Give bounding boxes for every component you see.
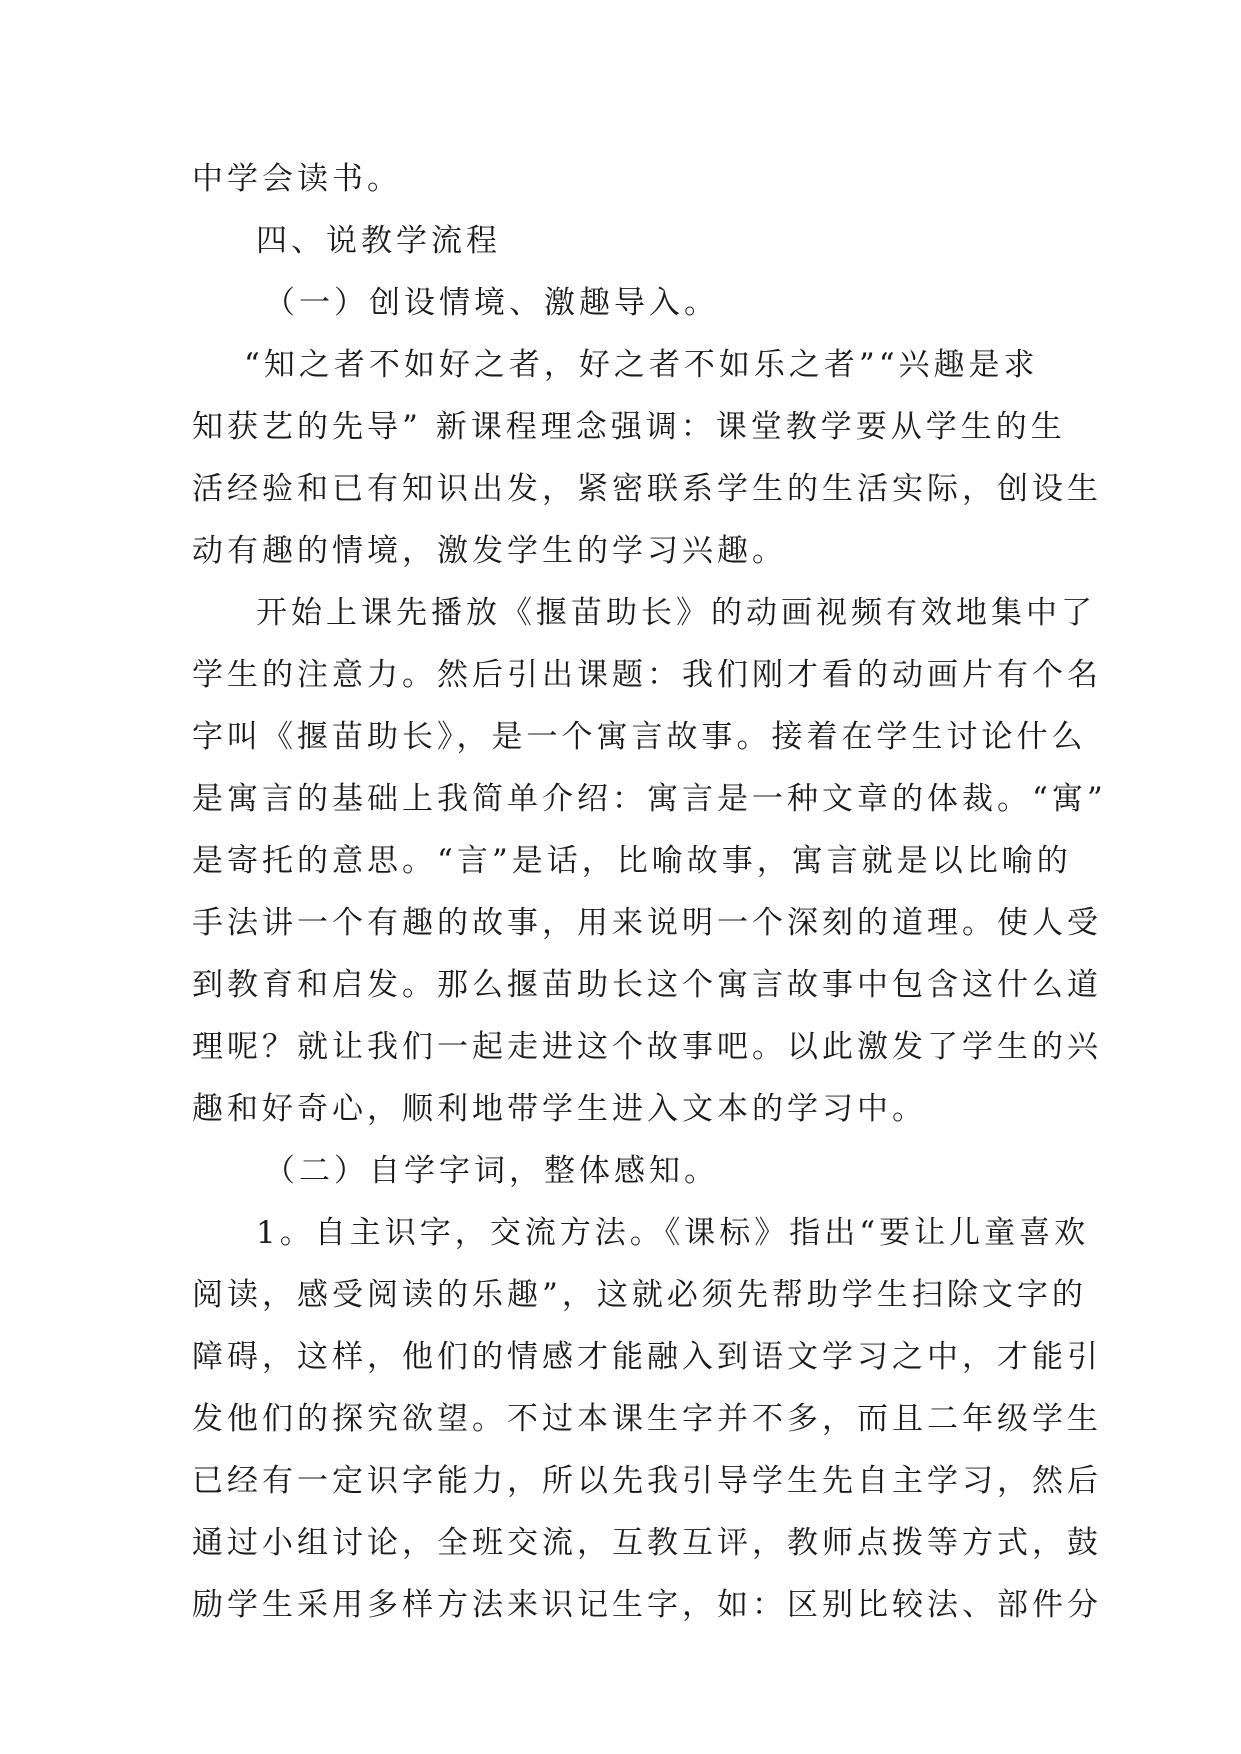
text-line: 字叫《揠苗助长》，是一个寓言故事。接着在学生讨论什么 [192, 719, 1087, 755]
text-line: 开始上课先播放《揠苗助长》的动画视频有效地集中了 [256, 595, 1096, 631]
text-line: 阅读，感受阅读的乐趣”，这就必须先帮助学生扫除文字的 [192, 1277, 1087, 1313]
text-line: 趣和好奇心，顺利地带学生进入文本的学习中。 [192, 1091, 927, 1127]
text-line: 已经有一定识字能力，所以先我引导学生先自主学习，然后 [192, 1463, 1102, 1499]
text-line: 理呢？就让我们一起走进这个故事吧。以此激发了学生的兴 [192, 1029, 1102, 1065]
text-line: 知获艺的先导” 新课程理念强调：课堂教学要从学生的生 [192, 409, 1066, 445]
document-body [192, 148, 1107, 1636]
text-line: “知之者不如好之者，好之者不如乐之者”“兴趣是求 [244, 347, 1039, 383]
text-line: 1。自主识字，交流方法。《课标》指出“要让儿童喜欢 [256, 1215, 1090, 1251]
text-line: 是寄托的意思。“言”是话，比喻故事，寓言就是以比喻的 [192, 843, 1072, 879]
text-line: 通过小组讨论，全班交流，互教互评，教师点拨等方式，鼓 [192, 1525, 1102, 1561]
subsection-heading: （二）自学字词，整体感知。 [264, 1153, 719, 1189]
text-line: 励学生采用多样方法来识记生字，如：区别比较法、部件分 [192, 1587, 1102, 1623]
text-line: 动有趣的情境，激发学生的学习兴趣。 [192, 533, 787, 569]
text-line: 中学会读书。 [192, 161, 402, 197]
text-line: 发他们的探究欲望。不过本课生字并不多，而且二年级学生 [192, 1401, 1102, 1437]
text-line: 学生的注意力。然后引出课题：我们刚才看的动画片有个名 [192, 657, 1102, 693]
text-line: 障碍，这样，他们的情感才能融入到语文学习之中，才能引 [192, 1339, 1102, 1375]
text-line: 是寓言的基础上我简单介绍：寓言是一种文章的体裁。“寓” [192, 781, 1107, 817]
text-line: 手法讲一个有趣的故事，用来说明一个深刻的道理。使人受 [192, 905, 1102, 941]
subsection-heading: （一）创设情境、激趣导入。 [264, 285, 719, 321]
section-heading: 四、说教学流程 [256, 223, 501, 259]
text-line: 活经验和已有知识出发，紧密联系学生的生活实际，创设生 [192, 471, 1102, 507]
text-line: 到教育和启发。那么揠苗助长这个寓言故事中包含这什么道 [192, 967, 1102, 1003]
